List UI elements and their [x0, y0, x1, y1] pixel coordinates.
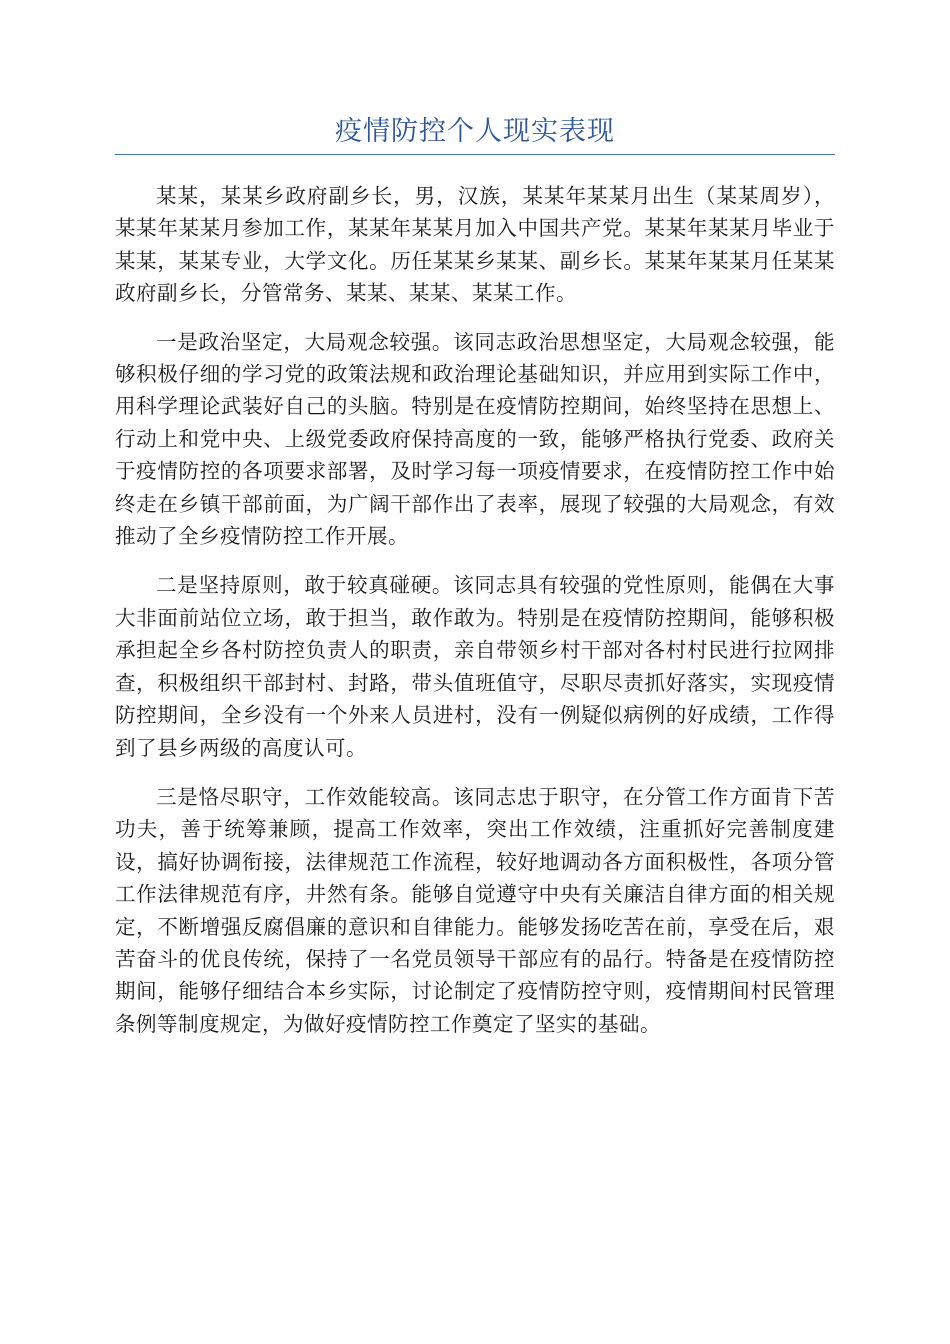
- document-body: [115, 180, 835, 1040]
- title-underline: [115, 154, 835, 155]
- paragraph-profile: 某某，某某乡政府副乡长，男，汉族，某某年某某月出生（某某周岁），某某年某某月参加工作，某某年某某月加入中国共产党。某某年某某月毕业于某某，某某专业，大学文化。历任某某乡某某、副乡长。某某年某某月任某某政府副乡长，分管常务、某某、某某、某某工作。: [115, 184, 835, 306]
- paragraph-principles: 二是坚持原则，敢于较真碰硬。该同志具有较强的党性原则，能偶在大事大非面前站位立场，敢于担当，敢作敢为。特别是在疫情防控期间，能够积极承担起全乡各村防控负责人的职责，亲自带领乡村干部对各村村民进行拉网排查，积极组织干部封村、封路，带头值班值守，尽职尽责抓好落实，实现疫情防控期间，全乡没有一个外来人员进村，没有一例疑似病例的好成绩，工作得到了县乡两级的高度认可。: [115, 573, 835, 760]
- paragraph-political-stance: 一是政治坚定，大局观念较强。该同志政治思想坚定，大局观念较强，能够积极仔细的学习党的政策法规和政治理论基础知识，并应用到实际工作中，用科学理论武装好自己的头脑。特别是在疫情防控期间，始终坚持在思想上、行动上和党中央、上级党委政府保持高度的一致，能够严格执行党委、政府关于疫情防控的各项要求部署，及时学习每一项疫情要求，在疫情防控工作中始终走在乡镇干部前面，为广阔干部作出了表率，展现了较强的大局观念，有效推动了全乡疫情防控工作开展。: [115, 329, 835, 549]
- document-title: 疫情防控个人现实表现: [335, 116, 615, 147]
- paragraph-duty-efficiency: 三是恪尽职守，工作效能较高。该同志忠于职守，在分管工作方面肯下苦功夫，善于统筹兼顾，提高工作效率，突出工作效绩，注重抓好完善制度建设，搞好协调衔接，法律规范工作流程，较好地调动各方面积极性，各项分管工作法律规范有序，井然有条。能够自觉遵守中央有关廉洁自律方面的相关规定，不断增强反腐倡廉的意识和自律能力。能够发扬吃苦在前，享受在后，艰苦奋斗的优良传统，保持了一名党员领导干部应有的品行。特备是在疫情防控期间，能够仔细结合本乡实际，讨论制定了疫情防控守则，疫情期间村民管理条例等制度规定，为做好疫情防控工作奠定了坚实的基础。: [115, 784, 835, 1036]
